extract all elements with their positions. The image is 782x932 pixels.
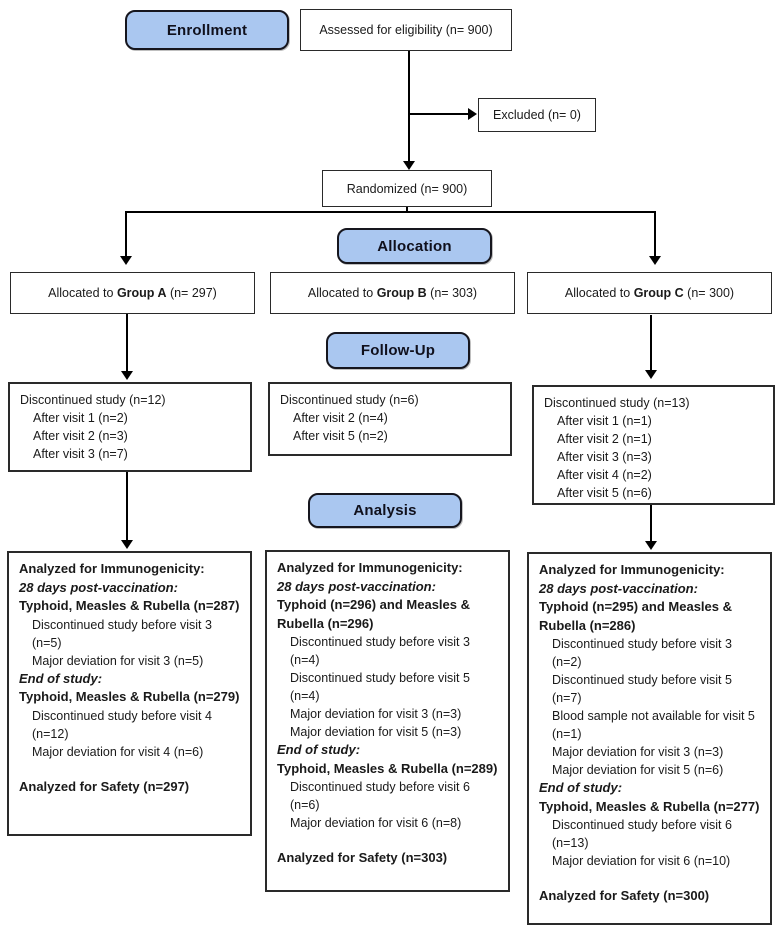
assessed-eligibility-box: [300, 9, 512, 51]
flow-text-line: End of study:: [277, 742, 361, 757]
connector-allocation-split: [125, 211, 656, 213]
flow-text-line: Major deviation for visit 3 (n=5): [32, 653, 204, 668]
flow-text-line: After visit 4 (n=2): [557, 468, 652, 482]
flow-text-line: After visit 2 (n=1): [557, 432, 652, 446]
flow-text-line: 28 days post-vaccination:: [277, 578, 436, 594]
flow-text-line: Discontinued study before visit 5 (n=4): [290, 671, 470, 703]
stage-label-text: Allocation: [377, 237, 452, 255]
analysis-group-c-box: [527, 552, 772, 925]
flow-text-line: Major deviation for visit 6 (n=8): [290, 816, 462, 830]
allocated-text: Allocated to Group C (n= 300): [564, 286, 735, 300]
flow-text-line: 28 days post-vaccination:: [539, 580, 698, 596]
flow-text-line: Major deviation for visit 3 (n=3): [552, 745, 724, 759]
allocated-group-a-box: [10, 272, 255, 314]
flow-text-line: Analyzed for Safety (n=297): [19, 778, 190, 794]
flow-text-line: Discontinued study before visit 3 (n=4): [290, 635, 470, 667]
flow-text-line: After visit 1 (n=1): [557, 414, 652, 428]
stage-label-text: Analysis: [353, 502, 417, 519]
flow-text-line: After visit 5 (n=2): [293, 429, 388, 443]
allocated-text: Allocated to Group B (n= 303): [307, 286, 478, 300]
arrowhead-down-icon: [121, 371, 133, 380]
followup-group-a-box: [8, 382, 252, 472]
excluded-box: [478, 98, 596, 132]
flow-text-line: Major deviation for visit 4 (n=6): [32, 744, 204, 759]
stage-label-followup: [326, 332, 470, 369]
randomized-box: [322, 170, 492, 207]
flow-text-line: After visit 1 (n=2): [33, 411, 128, 425]
flow-text-line: After visit 3 (n=7): [33, 447, 128, 461]
connector-a-followup: [126, 314, 128, 373]
flow-text-line: Analyzed for Safety (n=300): [539, 888, 710, 903]
randomized-text: Randomized (n= 900): [346, 181, 468, 196]
flow-text-line: Discontinued study (n=6): [280, 393, 419, 407]
flow-text-line: Typhoid, Measles & Rubella (n=287): [19, 598, 240, 613]
flow-text-line: Discontinued study (n=12): [20, 393, 166, 407]
connector-to-group-c: [654, 211, 656, 258]
arrowhead-down-icon: [120, 256, 132, 265]
flow-text-line: After visit 3 (n=3): [557, 450, 652, 464]
connector-assessed-randomized: [408, 51, 410, 163]
excluded-text: Excluded (n= 0): [493, 108, 581, 122]
flow-text-line: Major deviation for visit 3 (n=3): [290, 707, 462, 721]
flow-text-line: Discontinued study before visit 3 (n=5): [32, 617, 212, 650]
flow-text-line: Major deviation for visit 6 (n=10): [552, 854, 731, 868]
flow-text-line: Typhoid, Measles & Rubella (n=289): [277, 760, 498, 776]
allocated-group-b-box: [270, 272, 515, 314]
flow-text-line: Major deviation for visit 5 (n=3): [290, 725, 462, 739]
allocated-text: Allocated to Group A (n= 297): [48, 286, 217, 300]
flow-text-line: Typhoid (n=296) and Measles & Rubella (n=296): [277, 597, 471, 631]
stage-label-enrollment: [125, 10, 289, 50]
analysis-group-a-box: [7, 551, 252, 836]
flow-text-line: After visit 2 (n=3): [33, 429, 128, 443]
flow-text-line: [277, 832, 498, 849]
flow-text-line: Analyzed for Immunogenicity:: [539, 562, 725, 577]
flow-text-line: End of study:: [19, 670, 103, 686]
analysis-group-b-box: [265, 550, 510, 892]
flow-text-line: After visit 2 (n=4): [293, 411, 388, 425]
flow-text-line: Analyzed for Immunogenicity:: [277, 560, 463, 575]
arrowhead-down-icon: [121, 540, 133, 549]
flow-text-line: Typhoid (n=295) and Measles & Rubella (n=286): [539, 599, 733, 633]
stage-label-text: Enrollment: [166, 21, 248, 39]
arrowhead-down-icon: [403, 161, 415, 170]
flow-text-line: Discontinued study before visit 6 (n=6): [290, 780, 470, 812]
stage-label-text: Follow-Up: [360, 342, 436, 359]
flow-text-line: Typhoid, Measles & Rubella (n=279): [19, 689, 240, 704]
stage-label-analysis: [308, 493, 462, 528]
flow-text-line: Blood sample not available for visit 5 (n=1): [552, 709, 755, 741]
arrowhead-down-icon: [649, 256, 661, 265]
arrowhead-right-icon: [468, 108, 477, 120]
connector-a-analysis: [126, 472, 128, 542]
stage-label-allocation: [337, 228, 492, 264]
flow-text-line: [19, 761, 240, 778]
flow-text-line: After visit 5 (n=6): [557, 486, 652, 500]
assessed-text: Assessed for eligibility (n= 900): [319, 23, 493, 37]
flow-text-line: Analyzed for Immunogenicity:: [19, 561, 205, 576]
flow-text-line: Typhoid, Measles & Rubella (n=277): [539, 798, 760, 814]
flow-text-line: 28 days post-vaccination:: [19, 579, 178, 595]
arrowhead-down-icon: [645, 370, 657, 379]
allocated-group-c-box: [527, 272, 772, 314]
flow-text-line: Discontinued study before visit 4 (n=12): [32, 708, 212, 741]
followup-group-b-box: [268, 382, 512, 456]
flow-text-line: Discontinued study before visit 3 (n=2): [552, 637, 732, 669]
connector-c-analysis: [650, 505, 652, 543]
flow-text-line: End of study:: [539, 780, 623, 795]
flow-text-line: Major deviation for visit 5 (n=6): [552, 763, 724, 777]
flow-text-line: Analyzed for Safety (n=303): [277, 850, 448, 865]
connector-c-followup: [650, 315, 652, 372]
connector-to-group-a: [125, 211, 127, 258]
flow-text-line: Discontinued study before visit 5 (n=7): [552, 673, 732, 705]
arrowhead-down-icon: [645, 541, 657, 550]
connector-excluded: [409, 113, 469, 115]
flow-text-line: Discontinued study (n=13): [544, 396, 690, 410]
flow-text-line: Discontinued study before visit 6 (n=13): [552, 818, 732, 850]
flow-text-line: [539, 870, 760, 887]
followup-group-c-box: [532, 385, 775, 505]
